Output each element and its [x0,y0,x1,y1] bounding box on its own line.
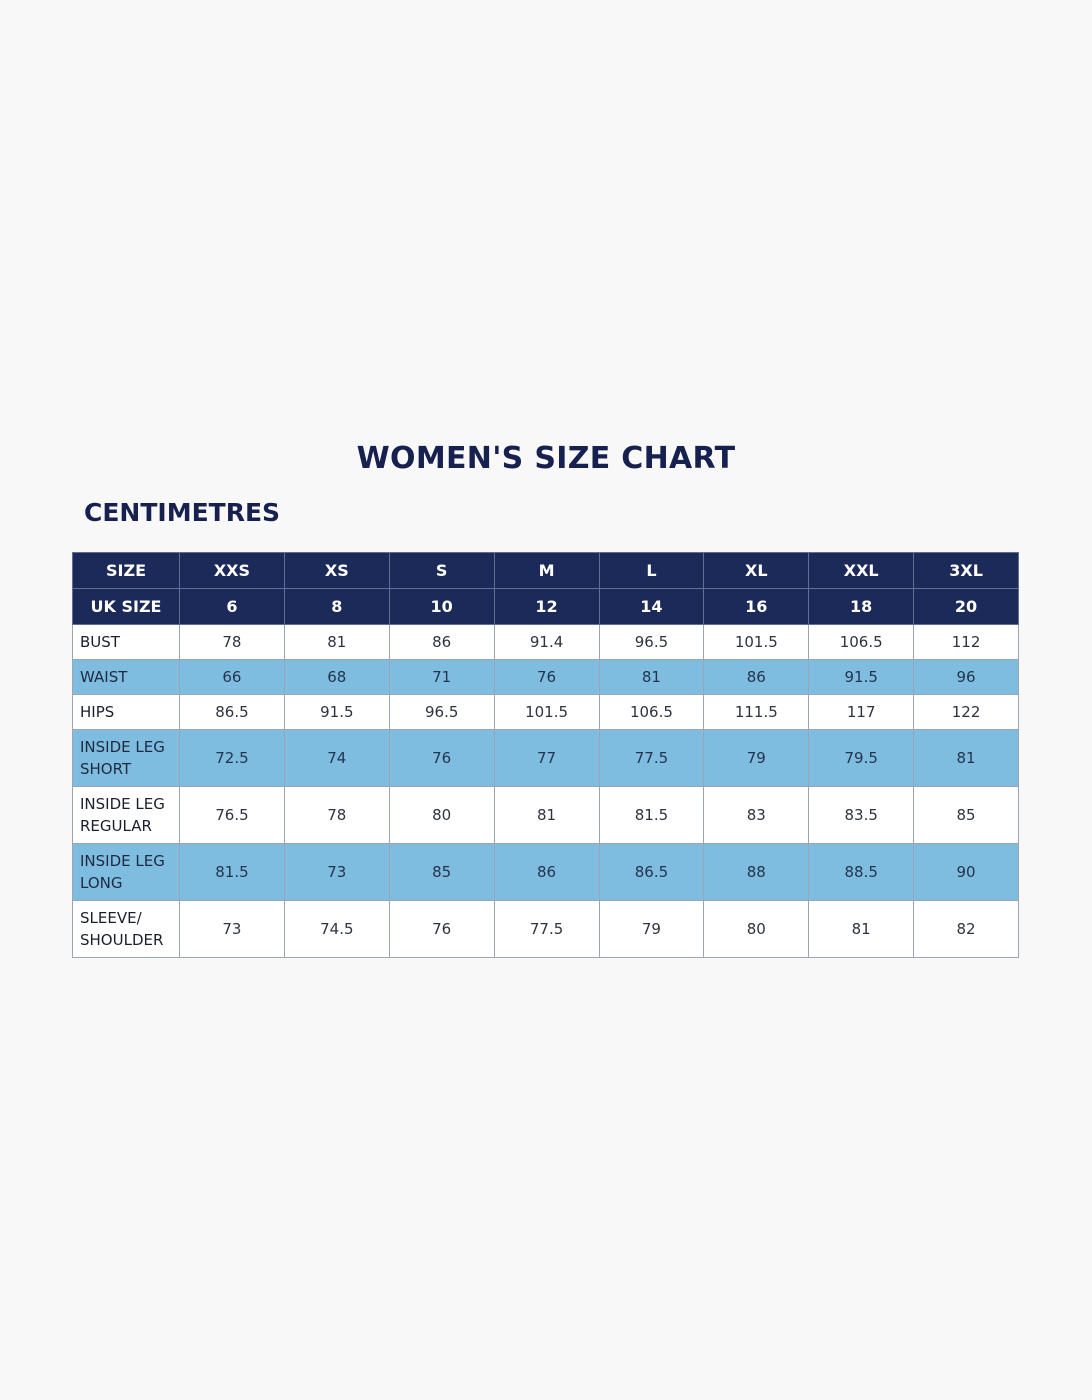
size-header-row [73,553,1019,589]
measurement-cell: 122 [914,695,1019,730]
measurement-cell: 76 [389,730,494,787]
size-header-cell: S [389,553,494,589]
uk-size-header-cell: 20 [914,589,1019,625]
measurement-cell: 85 [389,844,494,901]
size-header-cell: XXS [180,553,285,589]
measurement-cell: 111.5 [704,695,809,730]
measurement-cell: 106.5 [809,625,914,660]
measurement-cell: 68 [284,660,389,695]
measurement-cell: 96.5 [389,695,494,730]
row-label-line: SHOULDER [80,931,164,949]
row-label-line: INSIDE LEG [80,852,165,870]
table-row-sleeve-shoulder [73,901,1019,958]
measurement-cell: 86 [389,625,494,660]
measurement-cell: 91.5 [809,660,914,695]
measurement-cell: 72.5 [180,730,285,787]
measurement-cell: 81 [599,660,704,695]
measurement-cell: 77.5 [599,730,704,787]
size-header-cell: XXL [809,553,914,589]
measurement-cell: 74 [284,730,389,787]
table-row-inside-leg-long [73,844,1019,901]
table-row-inside-leg-regular [73,787,1019,844]
uk-size-header-cell: 14 [599,589,704,625]
measurement-cell: 80 [704,901,809,958]
row-label [73,660,180,695]
measurement-cell: 80 [389,787,494,844]
measurement-cell: 82 [914,901,1019,958]
measurement-cell: 76 [494,660,599,695]
measurement-cell: 78 [284,787,389,844]
measurement-cell: 81.5 [180,844,285,901]
measurement-cell: 91.4 [494,625,599,660]
measurement-cell: 71 [389,660,494,695]
measurement-cell: 101.5 [704,625,809,660]
size-chart-table [72,552,1019,958]
measurement-cell: 81 [914,730,1019,787]
size-header-cell: XS [284,553,389,589]
measurement-cell: 86.5 [599,844,704,901]
uk-size-header-cell: 12 [494,589,599,625]
measurement-cell: 88.5 [809,844,914,901]
measurement-cell: 91.5 [284,695,389,730]
measurement-cell: 79.5 [809,730,914,787]
measurement-cell: 74.5 [284,901,389,958]
row-label-line: SLEEVE/ [80,909,142,927]
measurement-cell: 81 [809,901,914,958]
row-label [73,901,180,958]
size-header-cell: XL [704,553,809,589]
size-header-label: SIZE [73,553,180,589]
measurement-cell: 81.5 [599,787,704,844]
measurement-cell: 73 [284,844,389,901]
measurement-cell: 76 [389,901,494,958]
row-label-line: HIPS [80,703,115,721]
table-row-hips [73,695,1019,730]
row-label-line: REGULAR [80,817,152,835]
measurement-cell: 81 [494,787,599,844]
measurement-cell: 85 [914,787,1019,844]
row-label [73,787,180,844]
measurement-cell: 117 [809,695,914,730]
row-label [73,730,180,787]
measurement-cell: 86 [704,660,809,695]
row-label [73,844,180,901]
measurement-cell: 86.5 [180,695,285,730]
row-label [73,695,180,730]
measurement-cell: 73 [180,901,285,958]
measurement-cell: 101.5 [494,695,599,730]
row-label-line: LONG [80,874,123,892]
uk-size-header-cell: 8 [284,589,389,625]
table-row-waist [73,660,1019,695]
measurement-cell: 79 [599,901,704,958]
uk-size-header-cell: 16 [704,589,809,625]
measurement-cell: 83.5 [809,787,914,844]
row-label-line: WAIST [80,668,128,686]
size-header-cell: M [494,553,599,589]
uk-size-header-row [73,589,1019,625]
measurement-cell: 66 [180,660,285,695]
uk-size-header-cell: 6 [180,589,285,625]
measurement-cell: 76.5 [180,787,285,844]
table-row-inside-leg-short [73,730,1019,787]
measurement-cell: 112 [914,625,1019,660]
measurement-cell: 79 [704,730,809,787]
row-label-line: SHORT [80,760,132,778]
row-label-line: INSIDE LEG [80,738,165,756]
measurement-cell: 90 [914,844,1019,901]
measurement-cell: 77.5 [494,901,599,958]
size-header-cell: L [599,553,704,589]
measurement-cell: 81 [284,625,389,660]
size-header-cell: 3XL [914,553,1019,589]
row-label-line: BUST [80,633,120,651]
uk-size-header-cell: 10 [389,589,494,625]
page-title: WOMEN'S SIZE CHART [356,441,736,476]
measurement-cell: 77 [494,730,599,787]
measurement-cell: 83 [704,787,809,844]
measurement-cell: 78 [180,625,285,660]
measurement-cell: 106.5 [599,695,704,730]
measurement-cell: 96 [914,660,1019,695]
measurement-cell: 88 [704,844,809,901]
row-label-line: INSIDE LEG [80,795,165,813]
uk-size-header-cell: 18 [809,589,914,625]
row-label [73,625,180,660]
table-row-bust [73,625,1019,660]
uk-size-header-label: UK SIZE [73,589,180,625]
measurement-cell: 86 [494,844,599,901]
units-heading: CENTIMETRES [84,498,281,527]
measurement-cell: 96.5 [599,625,704,660]
